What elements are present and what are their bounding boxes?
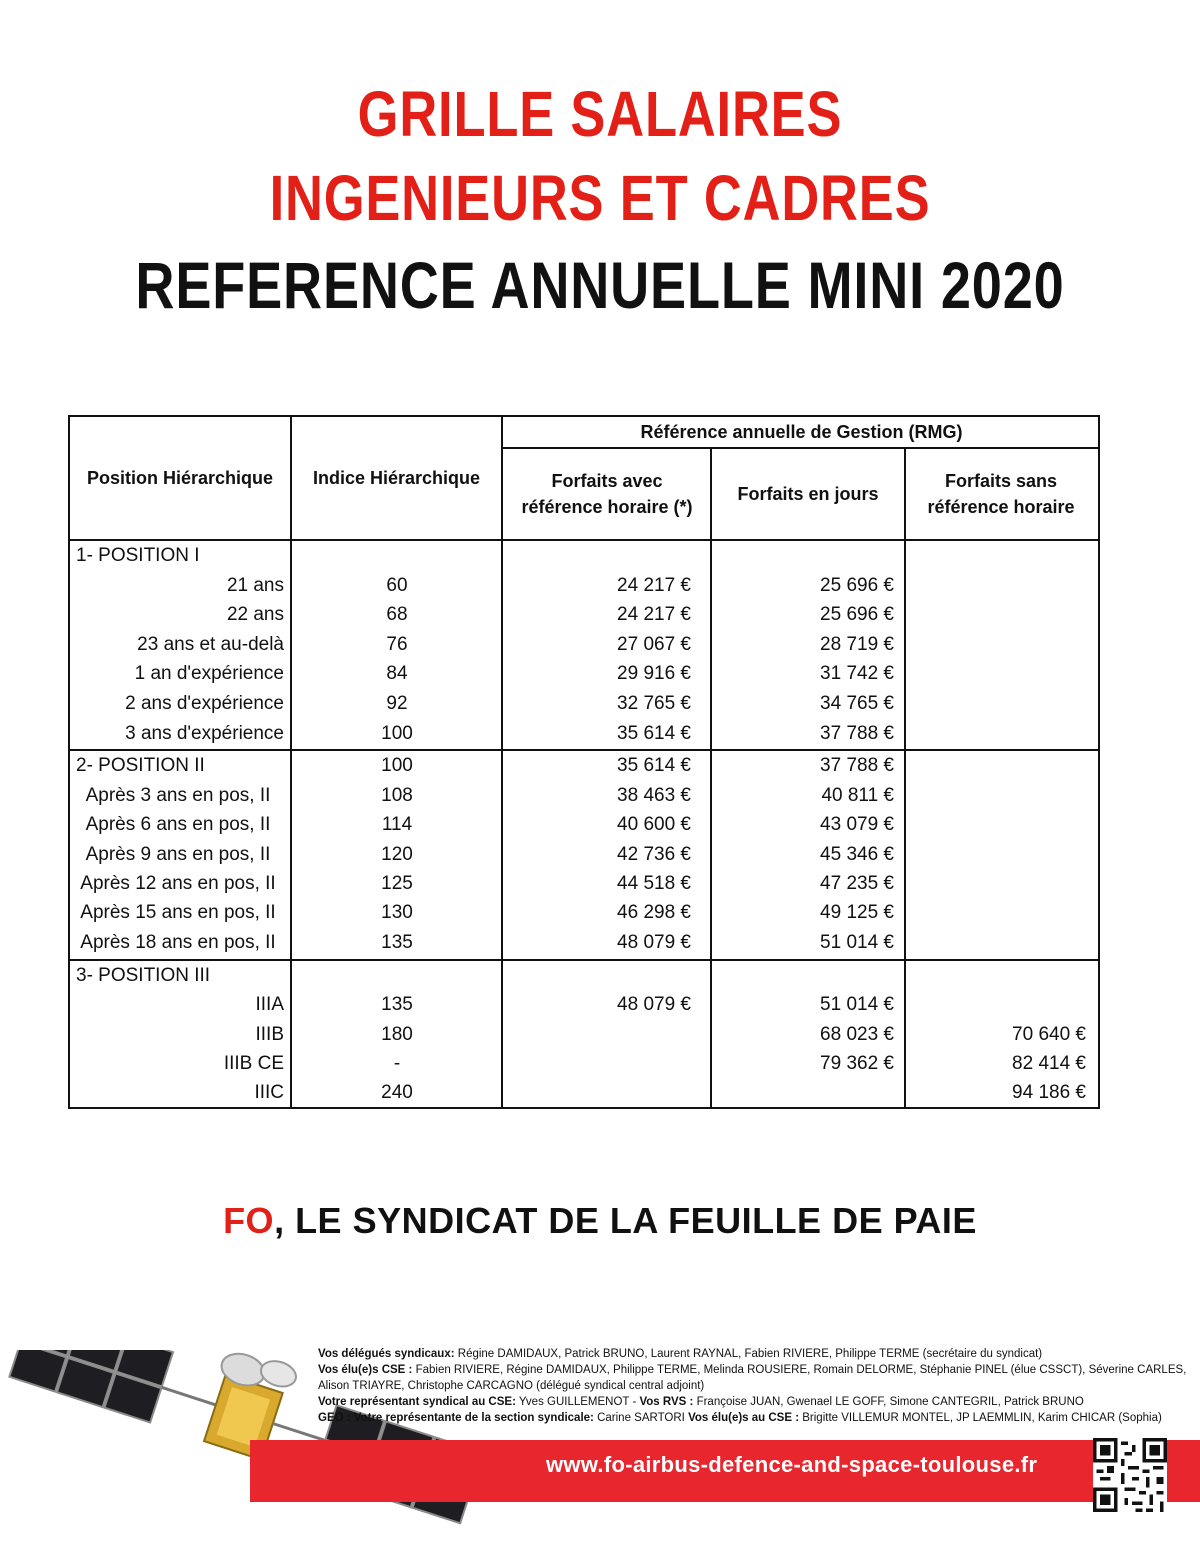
row-forfait-horaire: 42 736 € bbox=[617, 844, 691, 865]
row-forfait-jours: 79 362 € bbox=[820, 1053, 894, 1074]
row-indice: 92 bbox=[386, 693, 408, 714]
row-label: Après 18 ans en pos, II bbox=[80, 932, 276, 953]
row-forfait-horaire: 24 217 € bbox=[617, 575, 691, 596]
row-indice: 135 bbox=[381, 932, 413, 953]
row-label: 23 ans et au-delà bbox=[137, 634, 284, 655]
row-forfait-jours: 25 696 € bbox=[820, 604, 894, 625]
row-indice: 135 bbox=[381, 994, 413, 1015]
row-label: Après 6 ans en pos, II bbox=[85, 814, 271, 835]
row-indice: 108 bbox=[381, 785, 413, 806]
row-forfait-horaire: 48 079 € bbox=[617, 994, 691, 1015]
qr-code[interactable] bbox=[1093, 1438, 1167, 1512]
footer-line-delegues: Vos délégués syndicaux: Régine DAMIDAUX, Patrick BRUNO, Laurent RAYNAL, Fabien RIVIERE, Philippe TERME (secrétaire du syndicat) bbox=[318, 1348, 1043, 1360]
row-label: 22 ans bbox=[226, 604, 284, 625]
column-divider bbox=[904, 447, 906, 1107]
row-label: Après 12 ans en pos, II bbox=[80, 873, 276, 894]
row-indice: 130 bbox=[381, 902, 413, 923]
row-indice: 84 bbox=[386, 663, 408, 684]
section-title: 1- POSITION I bbox=[76, 545, 200, 566]
slogan-text: , LE SYNDICAT DE LA FEUILLE DE PAIE bbox=[274, 1200, 977, 1241]
row-forfait-jours: 34 765 € bbox=[820, 693, 894, 714]
row-forfait-horaire: 35 614 € bbox=[617, 755, 691, 776]
row-forfait-jours: 37 788 € bbox=[820, 723, 894, 744]
slogan-fo: FO bbox=[223, 1200, 275, 1241]
row-indice: 60 bbox=[386, 575, 408, 596]
title-line-1: GRILLE SALAIRES bbox=[357, 78, 843, 150]
slogan bbox=[0, 1200, 1200, 1242]
section-title: 2- POSITION II bbox=[76, 755, 205, 776]
row-indice: 76 bbox=[386, 634, 408, 655]
row-indice: - bbox=[393, 1053, 401, 1074]
row-label: 3 ans d'expérience bbox=[125, 723, 284, 744]
section-title: 3- POSITION III bbox=[76, 965, 211, 986]
row-indice: 240 bbox=[381, 1082, 413, 1103]
row-indice: 100 bbox=[381, 755, 413, 776]
row-forfait-horaire: 32 765 € bbox=[617, 693, 691, 714]
row-label: Après 15 ans en pos, II bbox=[80, 902, 276, 923]
row-forfait-jours: 49 125 € bbox=[820, 902, 894, 923]
row-label: IIIB bbox=[255, 1024, 284, 1045]
row-indice: 125 bbox=[381, 873, 413, 894]
salary-table bbox=[68, 415, 1100, 1109]
row-indice: 120 bbox=[381, 844, 413, 865]
row-label: IIIB CE bbox=[223, 1053, 284, 1074]
row-forfait-jours: 47 235 € bbox=[820, 873, 894, 894]
row-forfait-jours: 68 023 € bbox=[820, 1024, 894, 1045]
footer-line-representant: Votre représentant syndical au CSE: Yves GUILLEMENOT - Vos RVS : Françoise JUAN, Gwenael LE GOFF, Simone CANTEGRIL, Patrick BRUNO bbox=[318, 1396, 1084, 1408]
row-label: 1 an d'expérience bbox=[134, 663, 284, 684]
row-forfait-jours: 40 811 € bbox=[821, 785, 894, 806]
row-indice: 68 bbox=[386, 604, 408, 625]
header-position: Position Hiérarchique bbox=[86, 468, 274, 488]
row-forfait-horaire: 29 916 € bbox=[617, 663, 691, 684]
header-forfaits-horaire: Forfaits avec référence horaire (*) bbox=[521, 471, 693, 517]
header-forfaits-jours: Forfaits en jours bbox=[737, 484, 879, 504]
row-forfait-horaire: 24 217 € bbox=[617, 604, 691, 625]
footer-credits bbox=[318, 1346, 1198, 1426]
row-forfait-jours: 51 014 € bbox=[820, 932, 894, 953]
row-forfait-sans: 70 640 € bbox=[1012, 1024, 1086, 1045]
website-link[interactable]: www.fo-airbus-defence-and-space-toulouse.fr bbox=[546, 1452, 1038, 1477]
header-rmg-group: Référence annuelle de Gestion (RMG) bbox=[640, 422, 963, 442]
row-label: IIIA bbox=[255, 994, 284, 1015]
footer-line-elus: Vos élu(e)s CSE : Fabien RIVIERE, Régine DAMIDAUX, Philippe TERME, Melinda ROUSIERE, Romain DELORME, Stéphanie PINEL (élue CSSCT), Séverine CARLES, Alison TRIAYRE, Christophe CARCAGNO (délégué syndical central adjoint) bbox=[318, 1364, 1187, 1392]
header-indice: Indice Hiérarchique bbox=[312, 468, 481, 488]
row-forfait-jours: 43 079 € bbox=[820, 814, 894, 835]
row-indice: 114 bbox=[381, 814, 413, 835]
title-line-2: INGENIEURS ET CADRES bbox=[269, 162, 931, 234]
row-forfait-jours: 51 014 € bbox=[820, 994, 894, 1015]
row-forfait-jours: 37 788 € bbox=[820, 755, 894, 776]
row-label: Après 9 ans en pos, II bbox=[85, 844, 271, 865]
row-forfait-sans: 94 186 € bbox=[1012, 1082, 1086, 1103]
row-forfait-jours: 28 719 € bbox=[820, 634, 894, 655]
row-indice: 180 bbox=[381, 1024, 413, 1045]
row-forfait-sans: 82 414 € bbox=[1012, 1053, 1086, 1074]
row-forfait-horaire: 40 600 € bbox=[617, 814, 691, 835]
row-forfait-horaire: 48 079 € bbox=[617, 932, 691, 953]
row-indice: 100 bbox=[381, 723, 413, 744]
row-forfait-horaire: 44 518 € bbox=[617, 873, 691, 894]
row-forfait-horaire: 35 614 € bbox=[617, 723, 691, 744]
title-line-3: REFERENCE ANNUELLE MINI 2020 bbox=[135, 248, 1065, 322]
footer-line-geo: GEO : Votre représentante de la section syndicale: Carine SARTORI Vos élu(e)s au CSE : Brigitte VILLEMUR MONTEL, JP LAEMMLIN, Karim CHICAR (Sophia) bbox=[318, 1412, 1162, 1424]
row-forfait-jours: 45 346 € bbox=[820, 844, 894, 865]
row-label: 2 ans d'expérience bbox=[125, 693, 284, 714]
row-forfait-jours: 31 742 € bbox=[820, 663, 894, 684]
row-forfait-horaire: 46 298 € bbox=[617, 902, 691, 923]
row-label: Après 3 ans en pos, II bbox=[85, 785, 271, 806]
row-forfait-horaire: 38 463 € bbox=[617, 785, 691, 806]
header-forfaits-sans: Forfaits sans référence horaire bbox=[927, 471, 1075, 517]
row-forfait-jours: 25 696 € bbox=[820, 575, 894, 596]
row-label: 21 ans bbox=[226, 575, 284, 596]
row-label: IIIC bbox=[254, 1082, 284, 1103]
row-forfait-horaire: 27 067 € bbox=[617, 634, 691, 655]
